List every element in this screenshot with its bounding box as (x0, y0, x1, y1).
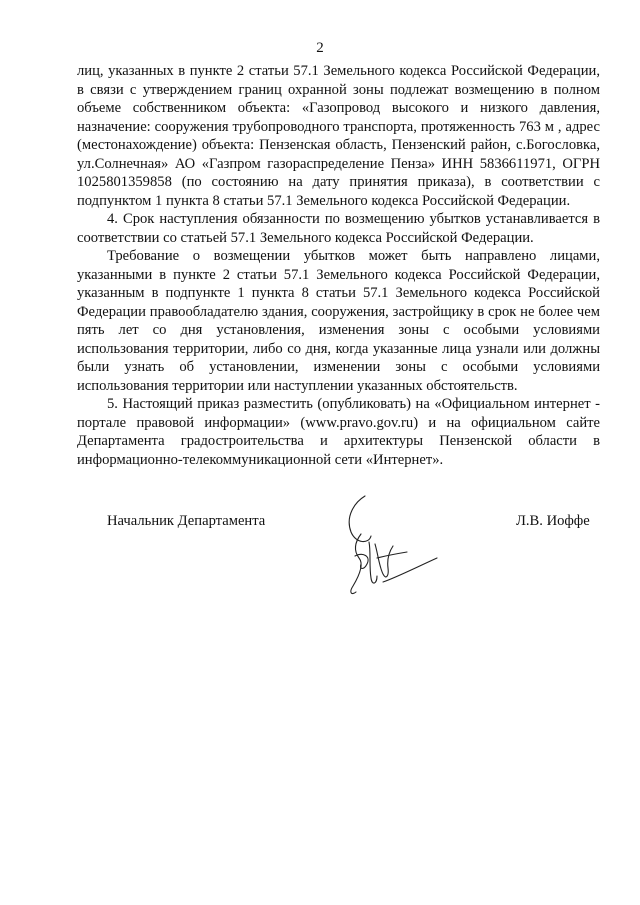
document-body (77, 62, 600, 469)
handwritten-signature (325, 486, 445, 606)
paragraph-continuation: лиц, указанных в пункте 2 статьи 57.1 Земельного кодекса Российской Федерации, в связи с утверждением границ охранной зоны подлежат возмещению в полном объеме собственником объекта: «Газопровод высокого и низкого давления, назначение: сооружения трубопроводного транспорта, протяженность 763 м , адрес (местонахождение) объекта: Пензенская область, Пензенский район, с.Богословка, ул.Солнечная» АО «Газпром газораспределение Пенза» ИНН 5836611971, ОГРН 1025801359858 (по состоянию на дату принятия приказа), в соответствии с подпунктом 1 пункта 8 статьи 57.1 Земельного кодекса Российской Федерации. (77, 63, 600, 209)
paragraph-claim-requirement: Требование о возмещении убытков может быть направлено лицами, указанными в пункте 2 статьи 57.1 Земельного кодекса Российской Федерации, указанным в подпункте 1 пункта 8 статьи 57.1 Земельного кодекса Российской Федерации правообладателю здания, сооружения, застройщику в срок не более чем пять лет со дня установления, изменения зоны с особыми условиями использования территории, либо со дня, когда указанные лица узнали или должны были узнать об установлении, изменении зоны с особыми условиями использования территории или наступлении указанных обстоятельств. (77, 248, 600, 394)
signatory-position: Начальник Департамента (107, 513, 266, 529)
paragraph-item-5: 5. Настоящий приказ разместить (опубликовать) на «Официальном интернет - портале правовой информации» (www.pravo.gov.ru) и на официальном сайте Департамента градостроительства и архитектуры Пензенской области в информационно-телекоммуникационной сети «Интернет». (77, 396, 600, 468)
page-number: 2 (316, 40, 324, 56)
paragraph-item-4: 4. Срок наступления обязанности по возмещению убытков устанавливается в соответствии со статьей 57.1 Земельного кодекса Российской Федерации. (77, 211, 600, 246)
signatory-name: Л.В. Иоффе (516, 513, 590, 529)
